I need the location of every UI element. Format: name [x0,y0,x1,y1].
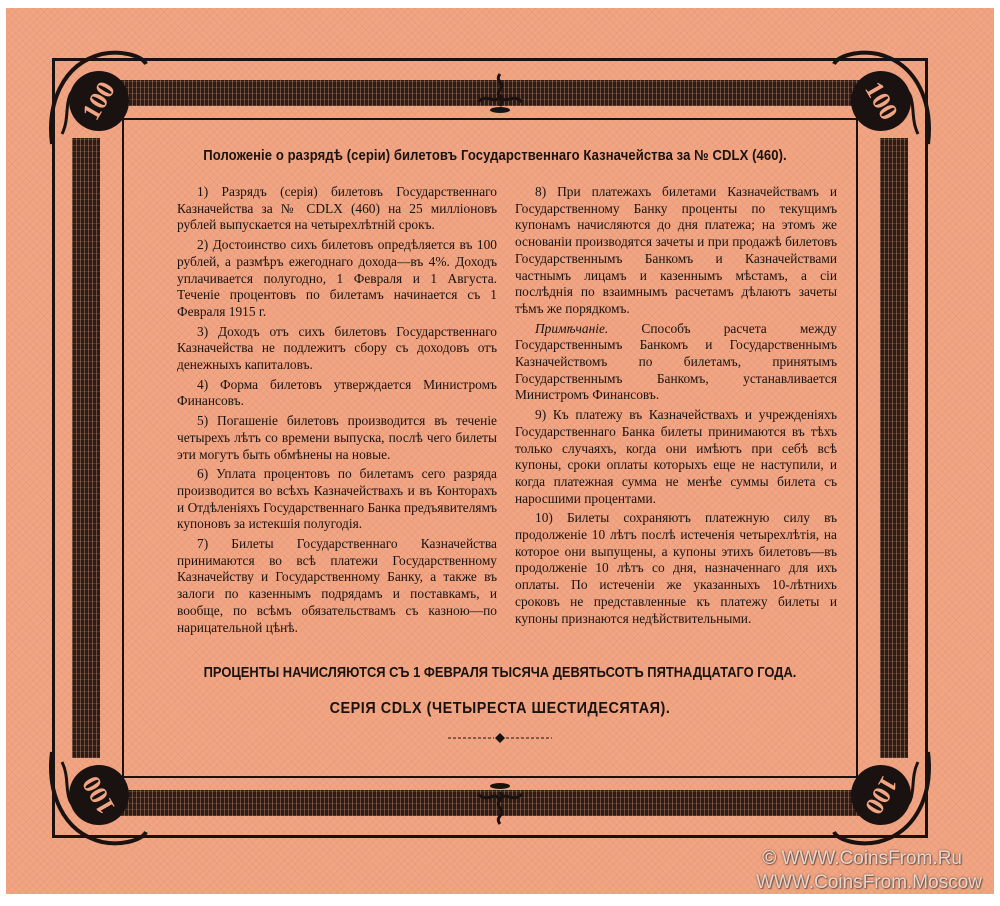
corner-ornament-bottom-right [828,742,938,852]
clause-3: 3) Доходъ отъ сихъ билетовъ Государственнаго Казначейства не подлежитъ сбору съ доходовъ отъ денежныхъ капиталовъ. [177,323,497,373]
clause-10: 10) Билеты сохраняютъ платежную силу въ продолженіе 10 лѣтъ послѣ истеченія четырехлѣтія, на которое они выпущены, а купоны этихъ билетовъ—въ продолженіе 10 лѣтъ со дня, назначеннаго для ихъ оплаты. По истеченіи же указанныхъ 10-лѣтнихъ сроковъ не представленные къ платежу билеты и купоны признаются недѣйствительными. [515,510,837,626]
watermark-coinsfrom-moscow: WWW.CoinsFrom.Moscow [756,872,982,893]
frame-band-right [880,138,908,758]
note-text: Способъ расчета между Государственнымъ Банкомъ и Государственнымъ Казначействомъ по билетамъ, принятымъ Государственнымъ Банкомъ, устанавливается Министромъ Финансовъ. [515,320,837,403]
corner-ornament-top-left [42,44,152,154]
bottom-center-ornament-icon [472,780,528,826]
document-title: Положеніе о разрядѣ (серіи) билетовъ Государственнаго Казначейства за № CDLX (460). [203,148,787,164]
top-center-ornament-icon [472,72,528,114]
watermark-coinsfrom-ru: © WWW.CoinsFrom.Ru [762,848,962,869]
left-text-column [177,184,497,639]
clause-8: 8) При платежахъ билетами Казначействамъ и Государственному Банку проценты по текущимъ купонамъ начисляются до дня платежа; на этомъ же основаніи производятся зачеты и при продажѣ билетовъ Государственнымъ Банкомъ и Казначействами частнымъ лицамъ и казеннымъ мѣстамъ, а сіи послѣднія по взаимнымъ расчетамъ дѣлаютъ зачеты тѣмъ же порядкомъ. [515,184,837,316]
note-paragraph [515,321,837,405]
clause-2: 2) Достоинство сихъ билетовъ опредѣляется въ 100 рублей, а размѣръ ежегоднаго дохода—въ 4%. Доходъ уплачивается полугодно, 1 Февраля и 1 Августа. Теченіе процентовъ по билетамъ начинается съ 1 Февраля 1915 г. [177,237,497,319]
corner-denomination: 100 [859,76,904,125]
corner-ornament-bottom-left [42,742,152,852]
corner-denomination: 100 [76,771,121,820]
clause-9: 9) Къ платежу въ Казначействахъ и учрежденіяхъ Государственнаго Банка билеты принимаются въ тѣхъ только случаяхъ, когда они имѣютъ при себѣ всѣ купоны, сроки оплаты которыхъ еще не наступили, и когда платежная сумма не менѣе суммы билета съ наросшими процентами. [515,407,837,506]
frame-band-left [72,138,100,758]
clause-1: 1) Разрядъ (серія) билетовъ Государственнаго Казначейства за № CDLX (460) на 25 милліоновъ рублей выпускается на четырехлѣтній срокъ. [177,184,497,233]
right-text-column [515,184,837,630]
corner-denomination: 100 [859,771,904,820]
clause-7: 7) Билеты Государственнаго Казначейства принимаются во всѣ платежи Государственному Казначейству и Государственному Банку, а также въ залоги по казеннымъ подрядамъ и поставкамъ, и вообще, по всѣмъ обязательствамъ съ казною—по нарицательной цѣнѣ. [177,536,497,635]
diamond-divider-icon [446,733,554,743]
series-line: СЕРІЯ CDLX (ЧЕТЫРЕСТА ШЕСТИДЕСЯТАЯ). [329,700,671,717]
clause-5: 5) Погашеніе билетовъ производится въ теченіе четырехъ лѣтъ со времени выпуска, послѣ чего билеты эти могутъ быть обмѣнены на новые. [177,413,497,462]
corner-denomination: 100 [76,76,121,125]
note-label: Примѣчаніе. [535,320,609,336]
clause-4: 4) Форма билетовъ утверждается Министромъ Финансовъ. [177,376,497,409]
interest-accrual-line: ПРОЦЕНТЫ НАЧИСЛЯЮТСЯ СЪ 1 ФЕВРАЛЯ ТЫСЯЧА ДЕВЯТЬСОТЪ ПЯТНАДЦАТАГО ГОДА. [203,664,797,681]
corner-ornament-top-right [828,44,938,154]
clause-6: 6) Уплата процентовъ по билетамъ сего разряда производится во всѣхъ Казначействахъ и въ Конторахъ и Отдѣленіяхъ Государственнаго Банка предъявителямъ купоновъ за истекшія полугодія. [177,466,497,532]
